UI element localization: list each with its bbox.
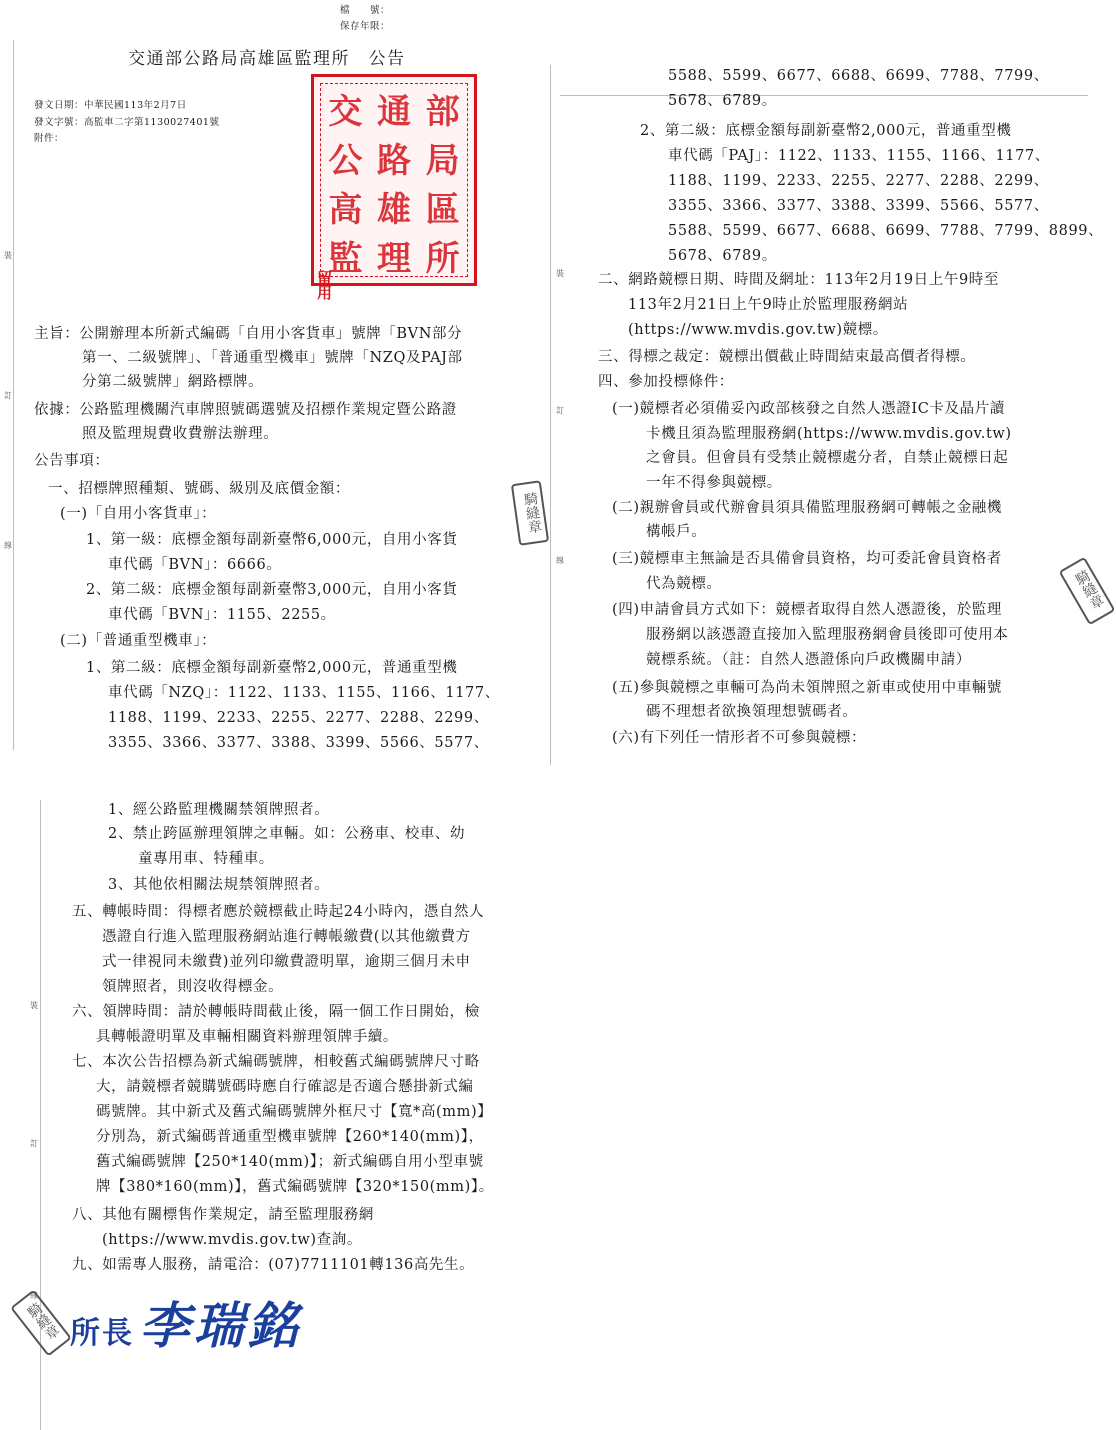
text-line-r-4c-2: 代為競標。 (646, 576, 722, 592)
text-line-b-5-2: 憑證自行進入監理服務網站進行轉帳繳費(以其他繳費方 (102, 929, 471, 945)
text-line-r-item2-3: (https://www.mvdis.gov.tw)競標。 (628, 322, 888, 338)
seal-char: 局 (425, 141, 460, 181)
text-line-r-4d-1: (四)申請會員方式如下：競標者取得自然人憑證後，於監理 (612, 602, 1003, 618)
top-rule-right (560, 95, 1088, 96)
seal-char: 交 (328, 92, 363, 132)
text-line-b-2-1: 2、禁止跨區辦理領牌之車輛。如：公務車、校車、幼 (108, 826, 466, 842)
issue-date: 發文日期：中華民國113年2月7日 (34, 100, 187, 111)
seam-stamp-bottom: 騎縫章 (10, 1289, 72, 1356)
seal-char: 區 (425, 190, 460, 230)
text-line-r-4e-1: (五)參與競標之車輛可為尚未領牌照之新車或使用中車輛號 (612, 680, 1003, 696)
text-line-b-2-2: 童專用車、特種車。 (138, 851, 274, 867)
seam-stamp-middle: 騎縫章 (511, 480, 549, 546)
binding-mark-line-2: 線 (556, 556, 564, 565)
signature-name: 李瑞銘 (139, 1296, 302, 1355)
text-line-b-5-3: 式一律視同未繳費)並列印繳費證明單，逾期三個月未申 (102, 954, 471, 970)
retention-label: 保存年限： (340, 21, 391, 32)
text-line-r-4c-1: (三)競標車主無論是否具備會員資格，均可委託會員資格者 (612, 551, 1003, 567)
text-line-r-b2-1: 2、第二級：底標金額每副新臺幣2,000元，普通重型機 (640, 123, 1012, 139)
text-line-r-b2-2: 車代碼「PAJ」：1122、1133、1155、1166、1177、 (668, 148, 1050, 164)
signature-title: 所長 (70, 1316, 134, 1351)
seal-char: 部 (425, 92, 460, 132)
text-line-r-cont-2: 5678、6789。 (668, 93, 777, 109)
text-line-r-item2-1: 二、網路競標日期、時間及網址：113年2月19日上午9時至 (598, 272, 999, 288)
seal-char: 通 (376, 92, 411, 132)
text-line-r-4a-4: 一年不得參與競標。 (646, 475, 782, 491)
text-line-b-3: 3、其他依相關法規禁領牌照者。 (108, 877, 330, 893)
text-line-b-8-2: (https://www.mvdis.gov.tw)查詢。 (102, 1232, 362, 1248)
attachment-label: 附件： (34, 133, 65, 144)
text-line-b-5-4: 領牌照者，則沒收得標金。 (102, 979, 284, 995)
text-line-r-4d-2: 服務網以該憑證直接加入監理服務網會員後即可使用本 (646, 627, 1009, 643)
text-line-b-7-4: 分別為，新式編碼普通重型機車號牌【260*140(mm)】， (96, 1129, 484, 1145)
seal-note: 留用 (315, 270, 333, 300)
text-line-r-4f: (六)有下列任一情形者不可參與競標： (612, 730, 867, 746)
text-line-item1-b1-4: 3355、3366、3377、3388、3399、5566、5577、 (108, 735, 489, 751)
text-line-item1-a1-1: 1、第一級：底標金額每副新臺幣6,000元，自用小客貨 (86, 532, 458, 548)
binding-mark-bind-3: 裝 (30, 1001, 38, 1010)
seal-char: 路 (376, 141, 411, 181)
text-line-notice: 公告事項： (34, 453, 110, 469)
seal-char: 所 (425, 239, 460, 279)
text-line-item1-b1-1: 1、第二級：底標金額每副新臺幣2,000元，普通重型機 (86, 660, 458, 676)
seal-char: 高 (328, 190, 363, 230)
director-signature (70, 1286, 302, 1358)
text-line-item1-a2-1: 2、第二級：底標金額每副新臺幣3,000元，自用小客貨 (86, 582, 458, 598)
text-line-r-4e-2: 碼不理想者欲換領理想號碼者。 (646, 704, 858, 720)
text-line-item1-a2-2: 車代碼「BVN」：1155、2255。 (108, 607, 336, 623)
text-line-b-5-1: 五、轉帳時間：得標者應於競標截止時起24小時內，憑自然人 (72, 904, 485, 920)
document-title: 交通部公路局高雄區監理所 公告 (128, 49, 406, 69)
seam-stamp-right: 騎縫章 (1059, 557, 1116, 626)
text-line-r-4d-3: 競標系統。（註：自然人憑證係向戶政機關申請） (646, 652, 971, 668)
text-line-b-8-1: 八、其他有關標售作業規定，請至監理服務網 (72, 1207, 374, 1223)
text-line-r-b2-3: 1188、1199、2233、2255、2277、2288、2299、 (668, 173, 1049, 189)
text-line-r-item4: 四、參加投標條件： (598, 374, 734, 390)
text-line-b-6-1: 六、領牌時間：請於轉帳時間截止後，隔一個工作日開始，檢 (72, 1004, 480, 1020)
text-line-b-6-2: 具轉帳證明單及車輛相關資料辦理領牌手續。 (96, 1029, 398, 1045)
text-line-r-4b-2: 構帳戶。 (646, 524, 707, 540)
text-line-item1-b1-2: 車代碼「NZQ」：1122、1133、1155、1166、1177、 (108, 685, 500, 701)
text-line-r-4a-2: 卡機且須為監理服務網(https://www.mvdis.gov.tw) (646, 426, 1012, 442)
text-line-item1: 一、招標牌照種類、號碼、級別及底價金額： (48, 481, 350, 497)
binding-mark-stitch-3: 訂 (30, 1139, 38, 1148)
binding-mark-bind-2: 裝 (556, 269, 564, 278)
text-line-b-1: 1、經公路監理機關禁領牌照者。 (108, 802, 330, 818)
text-line-basis-2: 照及監理規費收費辦法辦理。 (82, 426, 279, 442)
text-line-subject-1: 主旨：公開辦理本所新式編碼「自用小客貨車」號牌「BVN部分 (34, 326, 463, 342)
official-seal (311, 74, 477, 286)
text-line-r-cont-1: 5588、5599、6677、6688、6699、7788、7799、 (668, 68, 1049, 84)
seal-char: 監 (328, 239, 363, 279)
binding-mark-stitch: 訂 (4, 391, 12, 400)
seal-char: 公 (328, 141, 363, 181)
text-line-r-4a-1: (一)競標者必須備妥內政部核發之自然人憑證IC卡及晶片讀 (612, 401, 1005, 417)
text-line-r-4b-1: (二)親辦會員或代辦會員須具備監理服務網可轉帳之金融機 (612, 500, 1003, 516)
text-line-b-7-3: 碼號牌。其中新式及舊式編碼號牌外框尺寸【寬*高(mm)】 (96, 1104, 493, 1120)
text-line-subject-2: 第一、二級號牌」、「普通重型機車」號牌「NZQ及PAJ部 (82, 350, 463, 366)
text-line-r-item2-2: 113年2月21日上午9時止於監理服務網站 (628, 297, 909, 313)
text-line-item1-a: (一)「自用小客貨車」： (60, 506, 217, 522)
text-line-r-b2-5: 5588、5599、6677、6688、6699、7788、7799、8899、 (668, 223, 1104, 239)
reference-number: 發文字號：高監車二字第1130027401號 (34, 117, 220, 128)
seal-char: 理 (376, 239, 411, 279)
text-line-item1-b: (二)「普通重型機車」： (60, 633, 217, 649)
binding-mark-line-3: 線 (30, 1291, 38, 1300)
binding-line-mid (550, 65, 551, 765)
binding-mark-line: 線 (4, 541, 12, 550)
text-line-b-7-2: 大，請競標者競購號碼時應自行確認是否適合懸掛新式編 (96, 1079, 474, 1095)
text-line-b-7-6: 牌【380*160(mm)】，舊式編碼號牌【320*150(mm)】。 (96, 1179, 494, 1195)
text-line-r-b2-4: 3355、3366、3377、3388、3399、5566、5577、 (668, 198, 1049, 214)
text-line-r-item3: 三、得標之裁定：競標出價截止時間結束最高價者得標。 (598, 349, 976, 365)
binding-mark-bind: 裝 (4, 251, 12, 260)
text-line-r-b2-6: 5678、6789。 (668, 248, 777, 264)
text-line-basis-1: 依據：公路監理機關汽車牌照號碼選號及招標作業規定暨公路證 (34, 402, 457, 418)
binding-line-left-top (13, 40, 14, 750)
seal-char: 雄 (376, 190, 411, 230)
text-line-item1-a1-2: 車代碼「BVN」：6666。 (108, 557, 282, 573)
text-line-b-9: 九、如需專人服務，請電洽：(07)7711101轉136高先生。 (72, 1257, 475, 1273)
text-line-subject-3: 分第二級號牌」網路標牌。 (82, 374, 264, 390)
text-line-b-7-1: 七、本次公告招標為新式編碼號牌，相較舊式編碼號牌尺寸略 (72, 1054, 480, 1070)
file-number-label: 檔 號： (340, 5, 391, 16)
text-line-r-4a-3: 之會員。但會員有受禁止競標處分者，自禁止競標日起 (646, 450, 1009, 466)
text-line-b-7-5: 舊式編碼號牌【250*140(mm)】；新式編碼自用小型車號 (96, 1154, 484, 1170)
binding-mark-stitch-2: 訂 (556, 406, 564, 415)
text-line-item1-b1-3: 1188、1199、2233、2255、2277、2288、2299、 (108, 710, 489, 726)
